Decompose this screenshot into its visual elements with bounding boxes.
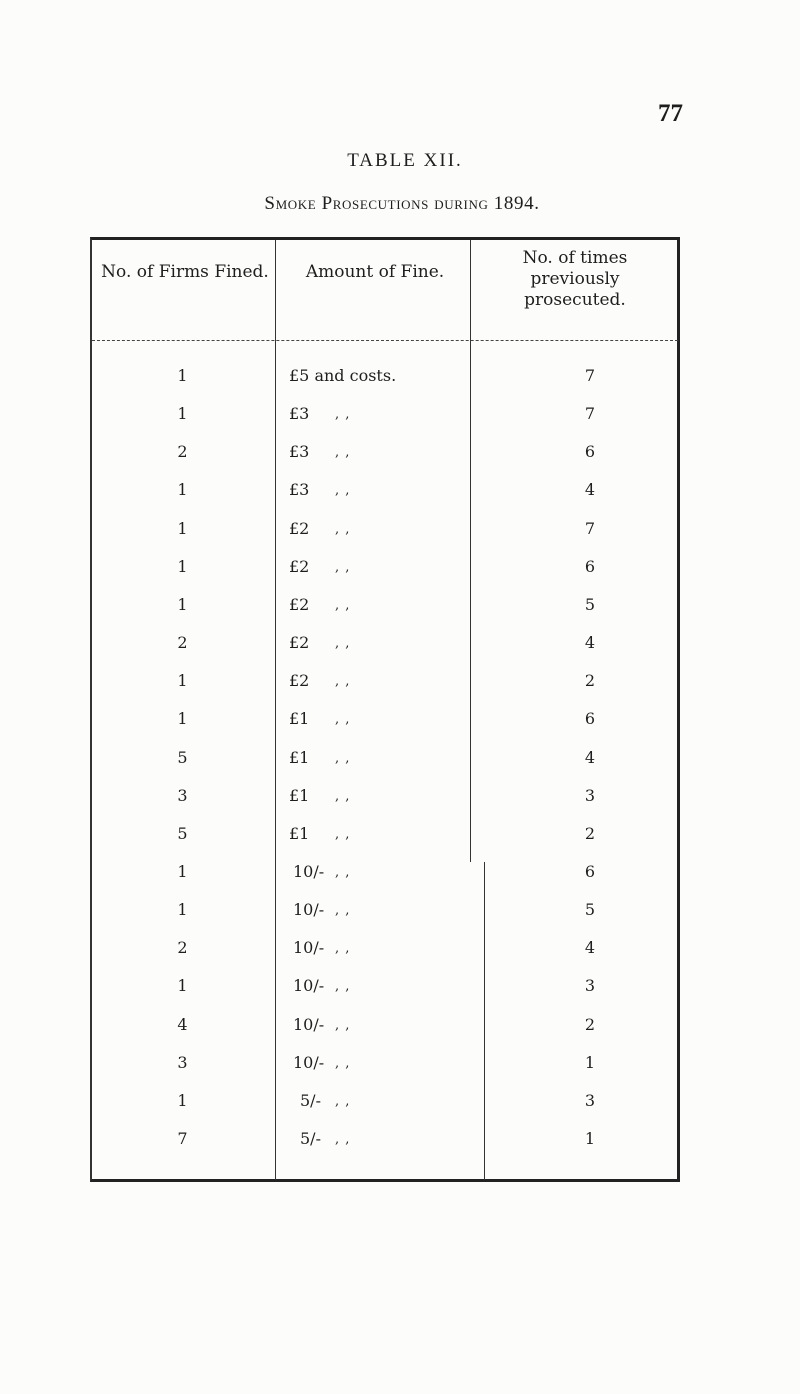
- firms-fined-cell: 4: [177, 1015, 188, 1034]
- fine-amount-cell: [275, 937, 475, 959]
- times-prosecuted-cell: 6: [584, 557, 596, 576]
- ditto-mark: , ,: [335, 1132, 351, 1147]
- fine-amount: 10/-: [293, 862, 325, 881]
- ditto-mark: , ,: [335, 598, 351, 613]
- times-prosecuted-cell: 6: [584, 862, 596, 881]
- ditto-mark: , ,: [335, 483, 351, 498]
- times-prosecuted-cell: 4: [584, 633, 596, 652]
- header-rule: [92, 340, 678, 341]
- fine-amount: £3: [289, 404, 310, 423]
- ditto-mark: , ,: [335, 827, 351, 842]
- ditto-mark: , ,: [335, 407, 351, 422]
- times-prosecuted-cell: 5: [584, 900, 596, 919]
- times-prosecuted-cell: 3: [584, 1091, 596, 1110]
- header-times: No. of times previously prosecuted.: [522, 248, 628, 310]
- fine-amount-cell: [275, 708, 475, 730]
- fine-amount-cell: [275, 518, 475, 540]
- ditto-mark: , ,: [335, 751, 351, 766]
- firms-fined-cell: 7: [177, 1129, 188, 1148]
- times-prosecuted-cell: 6: [584, 442, 596, 461]
- fine-amount: £1: [289, 786, 310, 805]
- fine-amount: 5/-: [300, 1091, 321, 1110]
- fine-amount: 10/-: [293, 938, 325, 957]
- firms-fined-cell: 1: [177, 976, 188, 995]
- fine-amount-cell: [275, 785, 475, 807]
- firms-fined-cell: 1: [177, 404, 188, 423]
- fine-amount-cell: [275, 823, 475, 845]
- ditto-mark: , ,: [335, 445, 351, 460]
- header-fine: Amount of Fine.: [305, 262, 445, 282]
- fine-amount-cell: [275, 747, 475, 769]
- firms-fined-cell: 1: [177, 709, 188, 728]
- times-prosecuted-cell: 7: [584, 404, 596, 423]
- fine-amount-cell: [275, 975, 475, 997]
- firms-fined-cell: 5: [177, 748, 188, 767]
- times-prosecuted-cell: 1: [584, 1129, 596, 1148]
- fine-amount-cell: [275, 1052, 475, 1074]
- firms-fined-cell: 1: [177, 671, 188, 690]
- firms-fined-cell: 1: [177, 366, 188, 385]
- fine-amount-cell: [275, 479, 475, 501]
- times-prosecuted-cell: 3: [584, 976, 596, 995]
- times-prosecuted-cell: 4: [584, 938, 596, 957]
- table-subtitle: Smoke Prosecutions during 1894.: [264, 193, 540, 214]
- times-prosecuted-cell: 4: [584, 480, 596, 499]
- fine-amount-cell: [275, 556, 475, 578]
- firms-fined-cell: 1: [177, 900, 188, 919]
- firms-fined-cell: 1: [177, 595, 188, 614]
- fine-amount: 10/-: [293, 1053, 325, 1072]
- firms-fined-cell: 1: [177, 519, 188, 538]
- firms-fined-cell: 2: [177, 633, 188, 652]
- ditto-mark: , ,: [335, 979, 351, 994]
- ditto-mark: , ,: [335, 560, 351, 575]
- fine-amount: £2: [289, 595, 310, 614]
- times-prosecuted-cell: 5: [584, 595, 596, 614]
- fine-amount-cell: [275, 861, 475, 883]
- fine-amount: £1: [289, 709, 310, 728]
- fine-amount: £5 and costs.: [289, 366, 397, 385]
- fine-amount-cell: [275, 365, 475, 387]
- firms-fined-cell: 1: [177, 480, 188, 499]
- times-prosecuted-cell: 7: [584, 519, 596, 538]
- firms-fined-cell: 2: [177, 938, 188, 957]
- ditto-mark: , ,: [335, 1018, 351, 1033]
- fine-amount-cell: [275, 594, 475, 616]
- ditto-mark: , ,: [335, 789, 351, 804]
- fine-amount: £2: [289, 557, 310, 576]
- fine-amount: £1: [289, 748, 310, 767]
- fine-amount: £3: [289, 480, 310, 499]
- firms-fined-cell: 1: [177, 557, 188, 576]
- times-prosecuted-cell: 6: [584, 709, 596, 728]
- fine-amount-cell: [275, 632, 475, 654]
- fine-amount: 10/-: [293, 976, 325, 995]
- fine-amount-cell: [275, 441, 475, 463]
- fine-amount: 10/-: [293, 900, 325, 919]
- ditto-mark: , ,: [335, 674, 351, 689]
- times-prosecuted-cell: 4: [584, 748, 596, 767]
- firms-fined-cell: 3: [177, 786, 188, 805]
- fine-amount: £2: [289, 671, 310, 690]
- firms-fined-cell: 1: [177, 1091, 188, 1110]
- fine-amount: £2: [289, 519, 310, 538]
- page-number: 77: [658, 100, 683, 127]
- times-prosecuted-cell: 1: [584, 1053, 596, 1072]
- fine-amount-cell: [275, 1090, 475, 1112]
- table-title: TABLE XII.: [347, 150, 463, 171]
- ditto-mark: , ,: [335, 865, 351, 880]
- header-firms: No. of Firms Fined.: [101, 262, 269, 282]
- ditto-mark: , ,: [335, 1094, 351, 1109]
- fine-amount-cell: [275, 1128, 475, 1150]
- fine-amount: £1: [289, 824, 310, 843]
- firms-fined-cell: 3: [177, 1053, 188, 1072]
- firms-fined-cell: 5: [177, 824, 188, 843]
- fine-amount: £2: [289, 633, 310, 652]
- times-prosecuted-cell: 3: [584, 786, 596, 805]
- ditto-mark: , ,: [335, 522, 351, 537]
- ditto-mark: , ,: [335, 941, 351, 956]
- fine-amount: 5/-: [300, 1129, 321, 1148]
- ditto-mark: , ,: [335, 712, 351, 727]
- fine-amount-cell: [275, 899, 475, 921]
- times-prosecuted-cell: 7: [584, 366, 596, 385]
- times-prosecuted-cell: 2: [584, 824, 596, 843]
- fine-amount-cell: [275, 670, 475, 692]
- ditto-mark: , ,: [335, 1056, 351, 1071]
- firms-fined-cell: 1: [177, 862, 188, 881]
- ditto-mark: , ,: [335, 903, 351, 918]
- fine-amount-cell: [275, 403, 475, 425]
- firms-fined-cell: 2: [177, 442, 188, 461]
- times-prosecuted-cell: 2: [584, 671, 596, 690]
- times-prosecuted-cell: 2: [584, 1015, 596, 1034]
- ditto-mark: , ,: [335, 636, 351, 651]
- fine-amount: £3: [289, 442, 310, 461]
- fine-amount: 10/-: [293, 1015, 325, 1034]
- fine-amount-cell: [275, 1014, 475, 1036]
